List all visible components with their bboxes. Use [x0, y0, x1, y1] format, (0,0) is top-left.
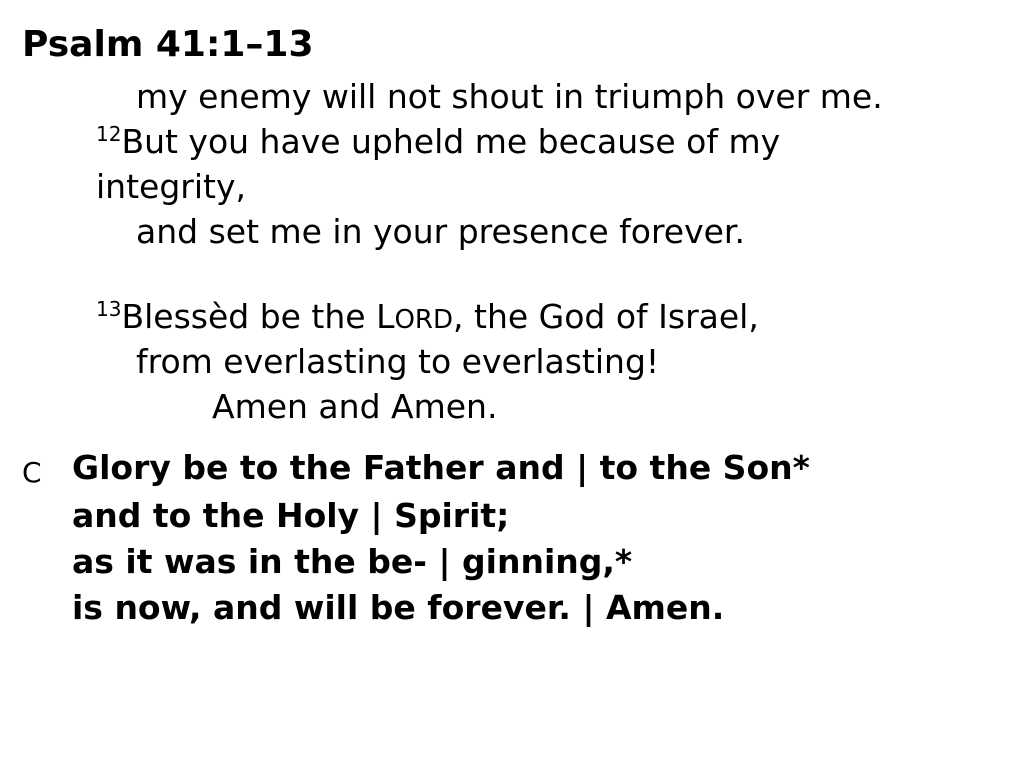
verse-13-line-1	[96, 294, 759, 343]
page-title: Psalm 41:1–13	[22, 24, 314, 65]
gloria-line-4: is now, and will be forever. | Amen.	[72, 588, 725, 627]
verse-text: But you have upheld me because of my	[121, 122, 781, 161]
verse-13-line-3: Amen and Amen.	[212, 387, 498, 426]
verse-13-line-2: from everlasting to everlasting!	[136, 342, 660, 381]
gloria-line-2: and to the Holy | Spirit;	[72, 496, 510, 535]
verse-text: Blessèd be the	[121, 297, 377, 336]
lord-initial: L	[376, 297, 395, 336]
congregation-marker: C	[22, 456, 42, 489]
gloria-line-1: Glory be to the Father and | to the Son*	[72, 448, 810, 487]
verse-12-line-2: integrity,	[96, 167, 246, 206]
psalm-line: my enemy will not shout in triumph over me.	[136, 77, 883, 116]
lord-small-caps: ORD	[394, 305, 454, 335]
verse-number: 13	[96, 297, 122, 321]
verse-text: , the God of Israel,	[453, 297, 759, 336]
verse-number: 12	[96, 122, 122, 146]
gloria-line-3: as it was in the be- | ginning,*	[72, 542, 633, 581]
verse-12-line-1	[96, 119, 780, 165]
verse-12-line-3: and set me in your presence forever.	[136, 212, 745, 251]
